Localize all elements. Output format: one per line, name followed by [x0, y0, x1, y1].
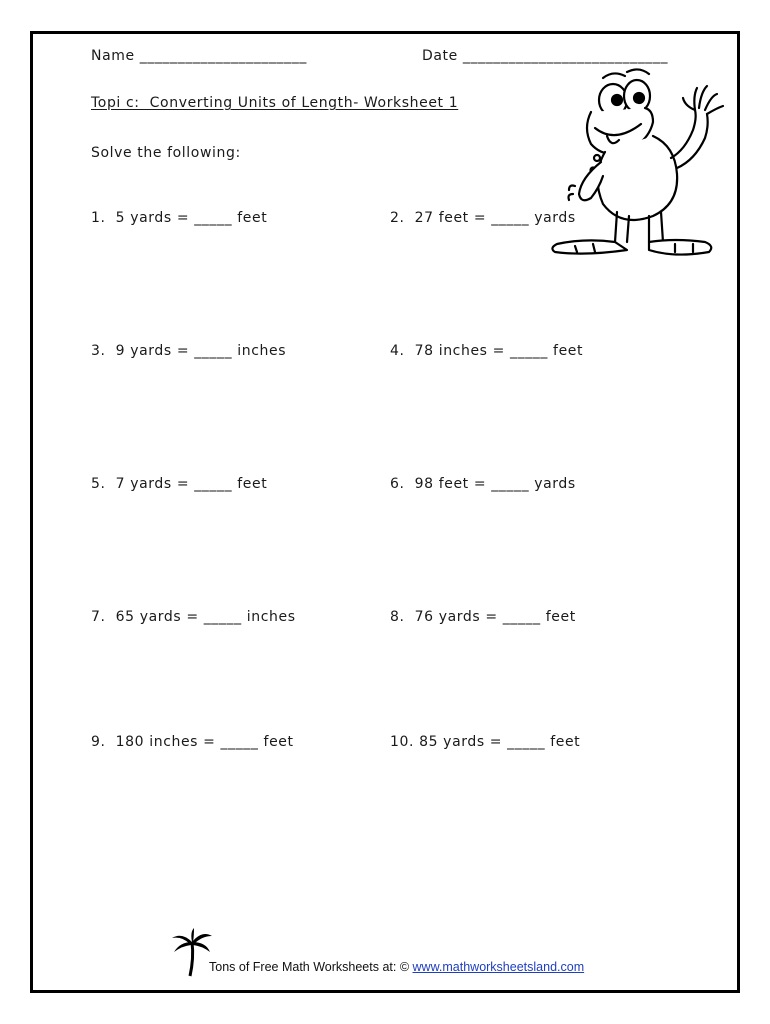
palm-tree-icon [172, 928, 212, 978]
problem-5: 5. 7 yards = _____ feet [91, 476, 268, 492]
problem-9: 9. 180 inches = _____ feet [91, 734, 294, 750]
worksheet-topic: Topi c: Converting Units of Length- Worksheet 1 [91, 95, 459, 111]
problem-3: 3. 9 yards = _____ inches [91, 343, 287, 359]
problem-2: 2. 27 feet = _____ yards [390, 210, 576, 226]
date-field: Date ___________________________ [422, 48, 669, 64]
problem-1: 1. 5 yards = _____ feet [91, 210, 268, 226]
frog-waving-icon [545, 66, 735, 262]
footer-link[interactable]: www.mathworksheetsland.com [412, 960, 585, 974]
instructions: Solve the following: [91, 145, 241, 161]
problem-10: 10. 85 yards = _____ feet [390, 734, 581, 750]
name-field: Name ______________________ [91, 48, 307, 64]
problem-6: 6. 98 feet = _____ yards [390, 476, 576, 492]
problem-7: 7. 65 yards = _____ inches [91, 609, 296, 625]
footer-credit [209, 960, 584, 974]
problem-8: 8. 76 yards = _____ feet [390, 609, 576, 625]
problem-4: 4. 78 inches = _____ feet [390, 343, 584, 359]
footer-text: Tons of Free Math Worksheets at: © [209, 960, 413, 974]
